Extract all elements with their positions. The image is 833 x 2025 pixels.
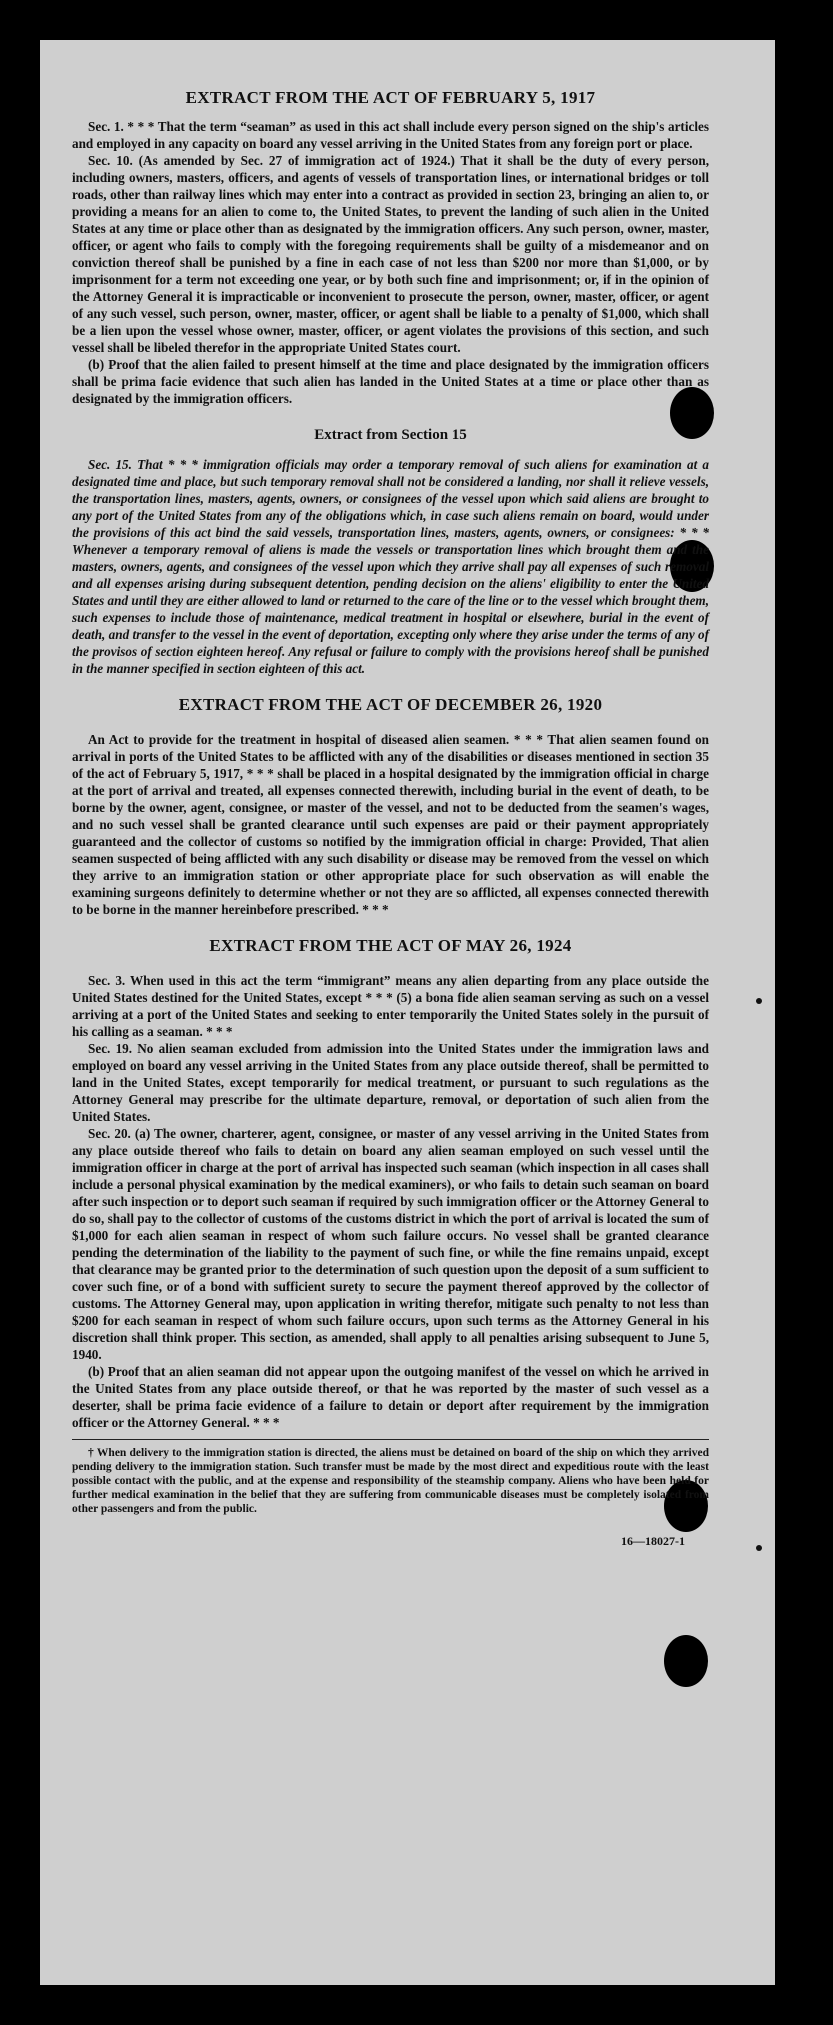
pin-mark-2 <box>756 1545 762 1551</box>
paragraph-sec-10: Sec. 10. (As amended by Sec. 27 of immigration act of 1924.) That it shall be the duty of every person, including owners, masters, officers, and agents of vessels of transportation lines, or international bridges or toll roads, other than railway lines which may enter into a contract as provided in section 23, bringing an alien to, or providing a means for an alien to come to, the United States, to prevent the landing of such alien in the United States at any time or place other than as designated by the immigration officers. Any such person, owner, master, officer, or agent who fails to comply with the foregoing requirements shall be guilty of a misdemeanor and on conviction thereof shall be punished by a fine in each case of not less than $200 nor more than $1,000, or by imprisonment for a term not exceeding one year, or by both such fine and imprisonment; or, if in the opinion of the Attorney General it is impracticable or inconvenient to prosecute the person, owner, master, officer, or agent of any such vessel, such person, owner, master, officer, or agent shall be liable to a penalty of $1,000, which shall be a lien upon the vessel whose owner, master, officer, or agent violates the provisions of this section, and such vessel shall be libeled therefor in the appropriate United States court. <box>72 153 709 355</box>
paragraph-sec-3: Sec. 3. When used in this act the term “immigrant” means any alien departing from any place outside the United States destined for the United States, except * * * (5) a bona fide alien seaman serving as such on a vessel arriving at a port of the United States and seeking to enter temporarily the United States solely in the pursuit of his calling as a seaman. * * * <box>72 973 709 1039</box>
heading-act-1924: EXTRACT FROM THE ACT OF MAY 26, 1924 <box>209 936 572 955</box>
paragraph-sec-1: Sec. 1. * * * That the term “seaman” as used in this act shall include every person signed on the ship's articles and employed in any capacity on board any vessel arriving in the United States from any foreign port or place. <box>72 119 709 151</box>
paragraph-sec-20a: Sec. 20. (a) The owner, charterer, agent, consignee, or master of any vessel arriving in the United States from any place outside thereof who fails to detain on board any alien seaman employed on such vessel until the immigration officer in charge at the port of arrival has inspected such seaman (which inspection in all cases shall include a personal physical examination by the medical examiners), or who fails to detain such seaman on board after such inspection or to deport such seaman if required by such immigration officer or the Attorney General to do so, shall pay to the collector of customs of the customs district in which the port of arrival is located the sum of $1,000 for each alien seaman in respect of whom such failure occurs. No vessel shall be granted clearance pending the determination of the liability to the payment of such fine, or while the fine remains unpaid, except that clearance may be granted prior to the determination of such question upon the deposit of a sum sufficient to cover such fine, or of a bond with sufficient surety to secure the payment thereof approved by the collector of customs. The Attorney General may, upon application in writing therefor, mitigate such penalty to not less than $200 for each seaman in respect of whom such failure occurs, upon such terms as the Attorney General in his discretion shall think proper. This section, as amended, shall apply to all penalties arising subsequent to June 5, 1940. <box>72 1126 709 1362</box>
document-text <box>72 88 709 1549</box>
paragraph-sec-20b: (b) Proof that an alien seaman did not appear upon the outgoing manifest of the vessel on which he arrived in the United States from any place outside thereof, or that he was reported by the master of such vessel as a deserter, shall be prima facie evidence of a failure to detain or deport after requirement by the immigration officer or the Attorney General. * * * <box>72 1364 709 1430</box>
heading-act-1920: EXTRACT FROM THE ACT OF DECEMBER 26, 1920 <box>178 695 603 714</box>
footnote-divider <box>72 1439 709 1440</box>
paragraph-sec-15: Sec. 15. That * * * immigration officials may order a temporary removal of such aliens for examination at a designated time and place, but such temporary removal shall not be considered a landing, nor shall it relieve vessels, the transportation lines, masters, agents, owners, or consignees of the vessel upon which said aliens are brought to any port of the United States from any of the obligations which, in case such aliens remain on board, would under the provisions of this act bind the said vessels, transportation lines, masters, agents, owners, or consignees: * * * Whenever a temporary removal of aliens is made the vessels or transportation lines which brought them and the masters, owners, agents, and consignees of the vessel upon which they arrive shall pay all expenses of such removal and all expenses arising during subsequent detention, pending decision on the aliens' eligibility to enter the United States and until they are either allowed to land or returned to the care of the line or to the vessel which brought them, such expenses to include those of maintenance, medical treatment in hospital or elsewhere, burial in the event of death, and transfer to the vessel in the event of deportation, excepting only where they arise under the terms of any of the provisos of section eighteen hereof. Any refusal or failure to comply with the provisions hereof shall be punished in the manner specified in section eighteen of this act. <box>72 457 709 676</box>
paragraph-act-1920: An Act to provide for the treatment in hospital of diseased alien seamen. * * * That alien seamen found on arrival in ports of the United States to be afflicted with any of the disabilities or diseases mentioned in section 35 of the act of February 5, 1917, * * * shall be placed in a hospital designated by the immigration official in charge at the port of arrival and treated, all expenses connected therewith, including burial in the event of death, to be borne by the owner, agent, consignee, or master of the vessel, and not to be deducted from the seamen's wages, and no such vessel shall be granted clearance until such expenses are paid or their payment appropriately guaranteed and the collector of customs so notified by the immigration official in charge: Provided, That alien seamen suspected of being afflicted with any such disability or disease may be removed from the vessel on which they arrive to an immigration station or other appropriate place for such observation as will enable the examining surgeons definitely to determine whether or not they are so afflicted, all expenses connected therewith to be borne in the manner hereinbefore prescribed. * * * <box>72 732 709 917</box>
paragraph-sec-10b: (b) Proof that the alien failed to present himself at the time and place designated by the immigration officers shall be prima facie evidence that such alien has landed in the United States at a time or place other than as designated by the immigration officers. <box>72 357 709 406</box>
form-code: 16—18027-1 <box>621 1534 685 1548</box>
footnote: † When delivery to the immigration station is directed, the aliens must be detained on board of the ship on which they arrived pending delivery to the immigration station. Such transfer must be made by the most direct and expeditious route with the least possible contact with the public, and at the expense and responsibility of the steamship company. Aliens who have been held for further medical examination in the belief that they are suffering from communicable diseases must be completely isolated from other passengers and from the public. <box>72 1447 709 1515</box>
heading-section-15: Extract from Section 15 <box>314 427 467 443</box>
heading-act-1917: EXTRACT FROM THE ACT OF FEBRUARY 5, 1917 <box>185 88 596 107</box>
pin-mark-1 <box>756 998 762 1004</box>
punch-hole-4 <box>664 1635 708 1687</box>
paragraph-sec-19: Sec. 19. No alien seaman excluded from admission into the United States under the immigration laws and employed on board any vessel arriving in the United States from any place outside thereof, shall be permitted to land in the United States, except temporarily for medical treatment, or pursuant to such regulations as the Attorney General may prescribe for the ultimate departure, removal, or deportation of such alien from the United States. <box>72 1041 709 1124</box>
